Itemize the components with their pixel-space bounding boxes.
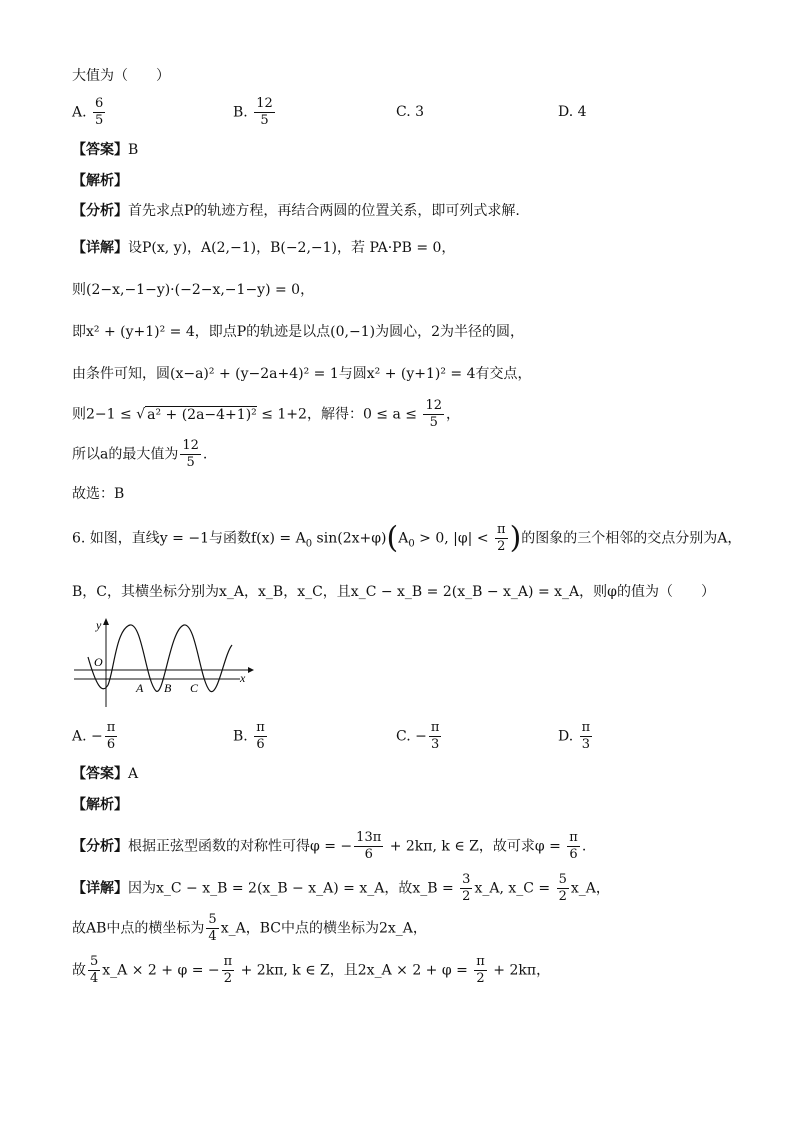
q5-option-d: D. 4 xyxy=(558,104,587,120)
fraction: $\frac{\pi}{6}$ xyxy=(256,720,265,752)
fraction: $\frac{12}{5}$ xyxy=(425,398,443,430)
y-label: y xyxy=(96,618,102,632)
x-label: x xyxy=(240,671,246,685)
q5-option-b: B. $\frac{12}{5}$ xyxy=(233,96,273,128)
q5-fenxi: 【分析】首先求点P的轨迹方程，再结合两圆的位置关系，即可列式求解. xyxy=(72,203,520,219)
point-a-label: A xyxy=(136,681,144,695)
q5-detail-3: 即x² + (y+1)² = 4，即点P的轨迹是以点(0,−1)为圆心，2为半径的圆， xyxy=(72,324,525,340)
q6-stem-line2: B，C，其横坐标分别为x_A，x_B，x_C，且x_C − x_B = 2(x_B − x_A) = x_A，则φ的值为（ ） xyxy=(72,584,715,600)
q6-analysis-label: 【解析】 xyxy=(72,797,128,813)
fraction: $\frac{\pi}{6}$ xyxy=(106,720,116,752)
fraction: $\frac{5}{4}$ xyxy=(208,912,217,944)
fraction: $\frac{\pi}{6}$ xyxy=(569,830,578,862)
point-b-label: B xyxy=(164,681,172,695)
q5-analysis-label: 【解析】 xyxy=(72,173,128,189)
q6-detail-2: 故AB中点的横坐标为 $\frac{5}{4}$ x_A，BC中点的横坐标为2x_A， xyxy=(72,912,427,944)
fraction: $\frac{6}{5}$ xyxy=(95,96,104,128)
q5-conclusion: 故选：B xyxy=(72,486,125,502)
q6-option-b: B. $\frac{\pi}{6}$ xyxy=(233,720,265,752)
sqrt-sign: √ xyxy=(136,406,146,423)
q6-fenxi: 【分析】根据正弦型函数的对称性可得φ = − $\frac{13\pi}{6}$ + 2kπ, k ∈ Z，故可求φ = $\frac{\pi}{6}$ . xyxy=(72,830,587,862)
q5-detail-2: 则(2−x,−1−y)·(−2−x,−1−y) = 0， xyxy=(72,282,315,298)
q5-option-c: C. 3 xyxy=(396,104,425,120)
q5-detail-4: 由条件可知，圆(x−a)² + (y−2a+4)² = 1与圆x² + (y+1)² = 4有交点， xyxy=(72,366,532,382)
q6-option-a: A. − $\frac{\pi}{6}$ xyxy=(72,720,116,752)
origin-label: O xyxy=(94,655,103,669)
q6-option-c: C. − $\frac{\pi}{3}$ xyxy=(396,720,440,752)
q6-detail-1: 【详解】因为x_C − x_B = 2(x_B − x_A) = x_A，故x_B = $\frac{3}{2}$ x_A, x_C = $\frac{5}{2}$ x_A， xyxy=(72,872,610,904)
fraction: $\frac{\pi}{2}$ xyxy=(223,954,233,986)
y-axis-arrow xyxy=(103,618,109,625)
fraction: $\frac{3}{2}$ xyxy=(462,872,471,904)
q6-stem-line1: 6. 如图，直线y = −1与函数$f(x) = A_0$ $\sin(2x+\varphi)(A_0 > 0$, |φ| < $\frac{\pi}{2}$ )的图象的三个相邻的交点分别为A， xyxy=(72,520,742,556)
fraction: $\frac{12}{5}$ xyxy=(256,96,273,128)
fraction: $\frac{12}{5}$ xyxy=(182,438,199,470)
sine-graph xyxy=(70,615,255,710)
q6-option-d: D. $\frac{\pi}{3}$ xyxy=(558,720,591,752)
fraction: $\frac{13\pi}{6}$ xyxy=(356,830,382,862)
fraction: $\frac{5}{2}$ xyxy=(558,872,567,904)
fraction: $\frac{\pi}{2}$ xyxy=(476,954,485,986)
q5-detail-6: 所以a的最大值为 $\frac{12}{5}$ . xyxy=(72,438,208,470)
fraction: $\frac{5}{4}$ xyxy=(90,954,99,986)
q5-answer: 【答案】B xyxy=(72,142,139,158)
q6-detail-3: 故 $\frac{5}{4}$ x_A × 2 + φ = − $\frac{\pi}{2}$ + 2kπ, k ∈ Z，且2x_A × 2 + φ = $\frac{\pi}{2}$ + 2kπ， xyxy=(72,954,551,986)
q5-stem-tail: 大值为（ ） xyxy=(72,68,170,84)
sine-curve xyxy=(88,625,232,692)
q5-detail-1: 【详解】设P(x, y)，A(2,−1)，B(−2,−1)，若 PA·PB = 0， xyxy=(72,240,456,256)
x-axis-arrow xyxy=(248,667,254,673)
fraction: $\frac{\pi}{2}$ xyxy=(497,522,506,554)
q5-detail-5: 则2−1 ≤ √ a² + (2a−4+1)² ≤ 1+2，解得：0 ≤ a ≤ $\frac{12}{5}$ ， xyxy=(72,398,461,430)
fraction: $\frac{\pi}{3}$ xyxy=(430,720,440,752)
q5-option-a: A. $\frac{6}{5}$ xyxy=(72,96,104,128)
fraction: $\frac{\pi}{3}$ xyxy=(581,720,591,752)
q6-answer: 【答案】A xyxy=(72,766,139,782)
point-c-label: C xyxy=(190,681,199,695)
